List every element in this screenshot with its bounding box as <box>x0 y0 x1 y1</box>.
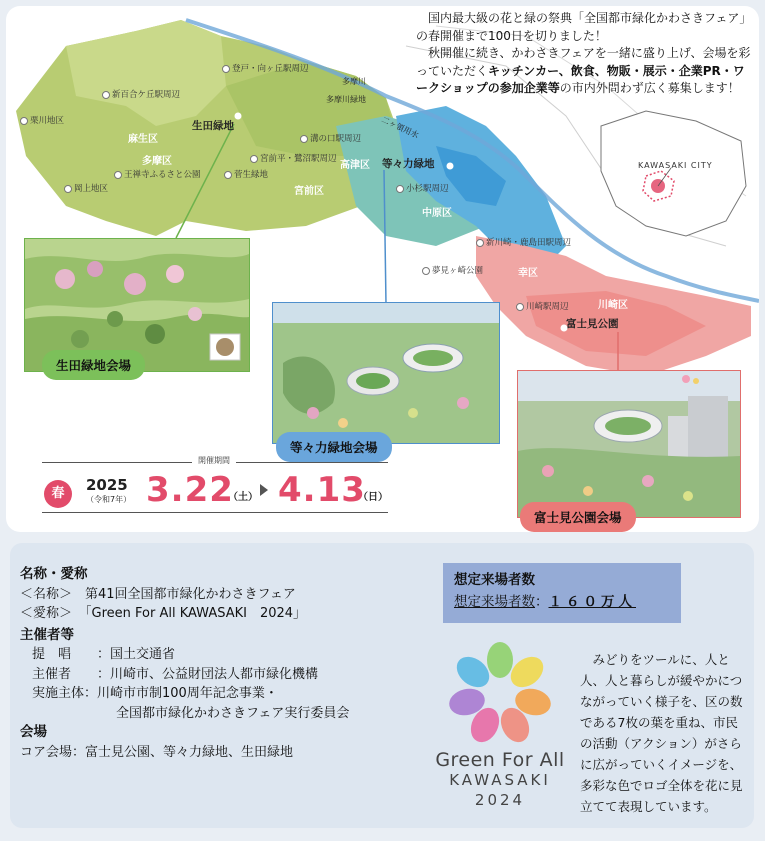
ward-label: 宮前区 <box>294 186 324 197</box>
fujimi-venue-tag: 富士見公園会場 <box>520 502 636 532</box>
place-label: 夢見ヶ崎公園 <box>422 264 483 276</box>
todoroki-illustration <box>273 303 499 443</box>
station-icon <box>102 91 110 99</box>
fujimi-map-label: 富士見公園 <box>566 318 619 330</box>
official-name: ＜名称＞ 第41回全国都市緑化かわさきフェア <box>20 586 296 602</box>
visitor-box <box>443 563 681 623</box>
place-label: 新川崎・鹿島田駅周辺 <box>476 236 571 248</box>
ikuta-map-label: 生田緑地 <box>192 120 234 132</box>
todoroki-venue-image <box>272 302 500 444</box>
start-date: 3.22 <box>146 470 234 510</box>
end-day-of-week: （日） <box>358 492 388 503</box>
arrow-right-icon <box>260 484 268 496</box>
visitor-separator: ： <box>535 594 549 610</box>
station-icon <box>300 135 308 143</box>
place-label: 溝の口駅周辺 <box>300 132 361 144</box>
map-card <box>6 6 759 532</box>
fujimi-venue-image <box>517 370 741 518</box>
todoroki-venue-tag: 等々力緑地会場 <box>276 432 392 462</box>
logo-text-year: 2024 <box>474 791 526 809</box>
visitor-value: １６０万人 <box>548 594 636 610</box>
station-icon <box>20 117 28 125</box>
place-label: 川崎駅周辺 <box>516 300 569 312</box>
station-icon <box>396 185 404 193</box>
river-label: 多摩川 <box>342 77 366 86</box>
leaf-flower-logo-icon <box>425 639 575 749</box>
nickname: ＜愛称＞ 「Green For All KAWASAKI 2024」 <box>20 606 307 621</box>
ward-label: 高津区 <box>340 160 370 171</box>
event-period <box>42 456 388 520</box>
ikuta-venue-tag: 生田緑地会場 <box>42 350 145 380</box>
ward-label: 中原区 <box>422 208 452 219</box>
period-bottom-rule <box>42 512 388 513</box>
info-card <box>10 543 754 828</box>
intro-line2b: キッチンカー、飲食、物販・展示・企業PR・ワークショップの参加企業等 <box>416 63 745 95</box>
period-title: 開催期間 <box>192 455 236 466</box>
station-icon <box>114 171 122 179</box>
visitor-line <box>454 590 636 610</box>
river-label: 二ヶ領用水 <box>379 114 421 141</box>
visitor-label: 想定来場者数 <box>454 594 535 610</box>
place-label: 新百合ケ丘駅周辺 <box>102 88 180 100</box>
start-day-of-week: （土） <box>228 492 258 503</box>
organizer-row: 主催者 ：川崎市、公益財団法人都市緑化機構 <box>32 666 319 682</box>
period-reiwa: （令和7年） <box>86 495 132 504</box>
todoroki-map-label: 等々力緑地 <box>382 158 435 170</box>
executor-row: 実施主体：川崎市市制100周年記念事業・ <box>32 686 278 701</box>
event-info <box>20 565 440 762</box>
logo-description: みどりをツールに、人と人、人と暮らしが緩やかにつながっていく様子を、区の数である7枚の葉を重ね、市民の活動（アクション）がさらに広がっていくイメージを、多彩な色でロゴ全体を花に見立てて表現しています。 <box>580 652 743 814</box>
ward-label: 川崎区 <box>598 300 628 311</box>
place-label: 菅生緑地 <box>224 168 268 180</box>
ward-label: 多摩区 <box>142 156 172 167</box>
station-icon <box>250 155 258 163</box>
intro-line1: 国内最大級の花と緑の祭典「全国都市緑化かわさきフェア」の春開催まで100日を切りました！ <box>416 11 752 43</box>
venue-heading: 会場 <box>20 724 47 740</box>
core-venues: コア会場：富士見公園、等々力緑地、生田緑地 <box>20 744 294 760</box>
executor-row-2: 全国都市緑化かわさきフェア実行委員会 <box>116 705 350 721</box>
station-icon <box>224 171 232 179</box>
place-label: 栗川地区 <box>20 114 64 126</box>
station-icon <box>516 303 524 311</box>
station-icon <box>476 239 484 247</box>
intro-line2c: の市内外問わず広く募集します！ <box>559 81 740 95</box>
logo-text-green-for-all: Green For All <box>435 749 565 771</box>
station-icon <box>64 185 72 193</box>
ward-label: 幸区 <box>518 268 538 279</box>
spring-badge: 春 <box>44 480 72 508</box>
place-label: 小杉駅周辺 <box>396 182 449 194</box>
organizer-heading: 主催者等 <box>20 626 74 643</box>
logo-text-kawasaki: KAWASAKI <box>449 771 551 789</box>
ward-label: 麻生区 <box>128 134 158 145</box>
place-label: 宮前平・鷺沼駅周辺 <box>250 152 337 164</box>
river-label: 多摩川緑地 <box>326 95 366 104</box>
name-heading: 名称・愛称 <box>20 566 88 582</box>
fujimi-illustration <box>518 371 740 517</box>
period-year: 2025 <box>86 476 128 494</box>
end-date: 4.13 <box>278 470 366 510</box>
place-label: 岡上地区 <box>64 182 108 194</box>
place-label: 王禅寺ふるさと公園 <box>114 168 201 180</box>
intro-text <box>416 10 756 98</box>
station-icon <box>422 267 430 275</box>
intro-line2a: 秋開催に続き、かわさきフェアを一緒に盛り上げ、会場を彩っていただく <box>416 46 751 78</box>
visitor-title: 想定来場者数 <box>454 572 535 588</box>
place-label: 登戸・向ヶ丘駅周辺 <box>222 62 309 74</box>
advocate-row: 提 唱 ：国土交通省 <box>32 647 176 662</box>
kawasaki-city-label: KAWASAKI CITY <box>638 161 713 170</box>
green-for-all-logo <box>425 639 575 819</box>
station-icon <box>222 65 230 73</box>
